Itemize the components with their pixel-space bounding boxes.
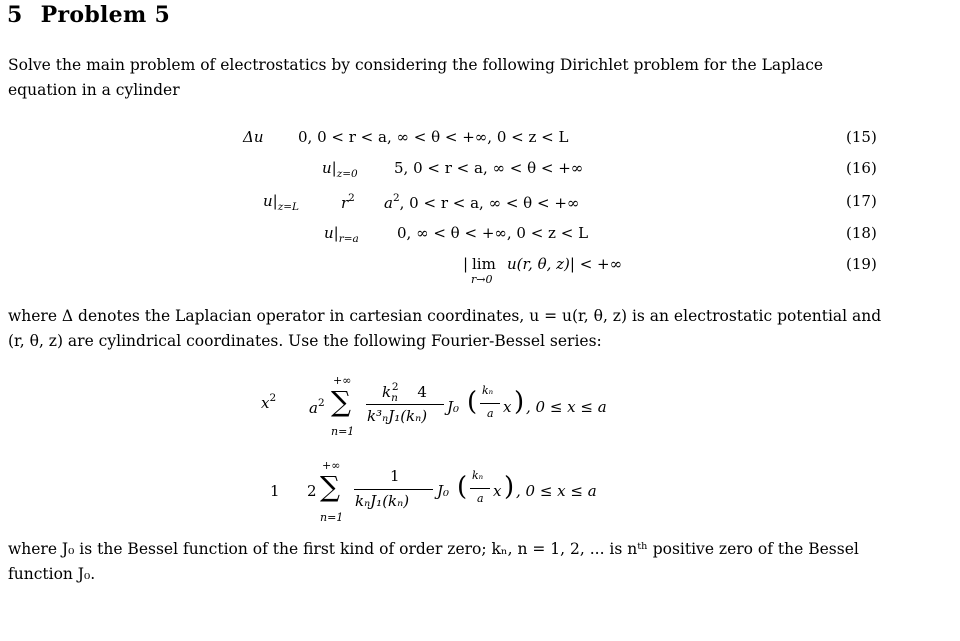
series1-paren-close: )	[514, 387, 525, 417]
series1-coef	[309, 397, 325, 417]
eq15-number: (15)	[846, 128, 877, 146]
series1-sum-bottom: n=1	[331, 425, 355, 438]
series2-bessel: J₀	[437, 482, 450, 500]
section-heading	[7, 2, 170, 28]
middle-paragraph: where Δ denotes the Laplacian operator in cartesian coordinates, u = u(r, θ, z) is an electrostatic potential and (r, θ, z) are cylindrical coordinates. Use the following Fourier-Bessel series:	[8, 307, 882, 350]
series1-num-base: k	[382, 383, 392, 401]
series2-sum-top: +∞	[322, 459, 341, 472]
series1-paren-open: (	[467, 387, 478, 417]
intro-paragraph: Solve the main problem of electrostatics by considering the following Dirichlet problem for the Laplace equation in a cylinder	[8, 56, 824, 99]
eq17-lhs-main: u|	[263, 192, 278, 210]
section-title: Problem 5	[40, 2, 171, 28]
eq16-lhs-sub: z=0	[336, 168, 358, 180]
series1-coef-sup: 2	[317, 397, 325, 409]
series2-sigma: ∑	[320, 470, 340, 503]
eq17-rhs-base: a	[384, 194, 393, 212]
eq15-rhs: 0, 0 < r < a, ∞ < θ < +∞, 0 < z < L	[298, 128, 569, 146]
eq17-number: (17)	[846, 192, 877, 210]
eq18-number: (18)	[846, 224, 877, 242]
eq15-lhs: Δu	[243, 128, 264, 146]
series1-coef-base: a	[309, 399, 318, 417]
series2-numerator: 1	[390, 467, 400, 485]
series1-sigma: ∑	[331, 385, 351, 418]
section-number: 5	[7, 2, 23, 28]
eq17-mid	[341, 192, 355, 212]
series2-arg-line	[470, 488, 490, 489]
eq19-bar: |	[463, 255, 469, 273]
series1-arg-var: x	[503, 398, 512, 416]
series1-lhs-base: x	[261, 394, 270, 412]
eq18-lhs	[324, 224, 359, 245]
eq16-number: (16)	[846, 159, 877, 177]
eq19-number: (19)	[846, 255, 877, 273]
series1-arg-num: kₙ	[482, 384, 494, 397]
series1-denominator: k³ₙJ₁(kₙ)	[367, 407, 428, 425]
eq16-lhs	[322, 159, 358, 180]
series1-num-tail: 4	[417, 383, 427, 401]
series1-condition: , 0 ≤ x ≤ a	[526, 398, 607, 416]
series1-lhs-sup: 2	[269, 392, 277, 404]
closing-paragraph: where J₀ is the Bessel function of the first kind of order zero; kₙ, n = 1, 2, ... is nᵗʰ positive zero of the Bessel function J₀.	[8, 540, 859, 583]
series1-fraction-line	[366, 404, 444, 405]
eq18-rhs: 0, ∞ < θ < +∞, 0 < z < L	[397, 224, 589, 242]
eq18-lhs-sub: r=a	[338, 233, 359, 245]
eq19-lim: lim	[472, 255, 496, 273]
eq17-lhs	[263, 192, 299, 213]
series2-sum-bottom: n=1	[320, 511, 344, 524]
eq17-rhs	[384, 192, 579, 212]
series1-numerator	[382, 381, 427, 404]
eq17-mid-sup: 2	[348, 192, 355, 204]
eq16-rhs: 5, 0 < r < a, ∞ < θ < +∞	[394, 159, 584, 177]
eq17-mid-base: r	[341, 194, 349, 212]
series2-denominator: kₙJ₁(kₙ)	[355, 492, 410, 510]
eq17-lhs-sub: z=L	[277, 201, 300, 213]
eq19-lim-sub: r→0	[471, 273, 493, 286]
series2-paren-close: )	[504, 472, 515, 502]
series2-arg-var: x	[493, 482, 502, 500]
series2-fraction-line	[354, 489, 433, 490]
eq17-rhs-tail: , 0 < r < a, ∞ < θ < +∞	[399, 194, 580, 212]
series2-lhs: 1	[270, 482, 280, 500]
series1-sum-top: +∞	[333, 374, 352, 387]
series1-bessel: J₀	[447, 398, 460, 416]
series1-lhs	[261, 392, 276, 412]
series1-arg-den: a	[487, 407, 494, 420]
series1-num-sub: n	[391, 392, 398, 404]
series2-paren-open: (	[457, 472, 468, 502]
eq17-rhs-sup: 2	[392, 192, 400, 204]
series2-coef: 2	[307, 482, 317, 500]
eq16-lhs-main: u|	[322, 159, 337, 177]
eq18-lhs-main: u|	[324, 224, 339, 242]
series2-condition: , 0 ≤ x ≤ a	[516, 482, 597, 500]
series2-arg-den: a	[477, 492, 484, 505]
series1-num-sup: 2	[391, 381, 399, 393]
eq19-expr: u(r, θ, z)| < +∞	[507, 255, 623, 273]
series2-arg-num: kₙ	[472, 469, 484, 482]
series1-arg-line	[480, 403, 500, 404]
